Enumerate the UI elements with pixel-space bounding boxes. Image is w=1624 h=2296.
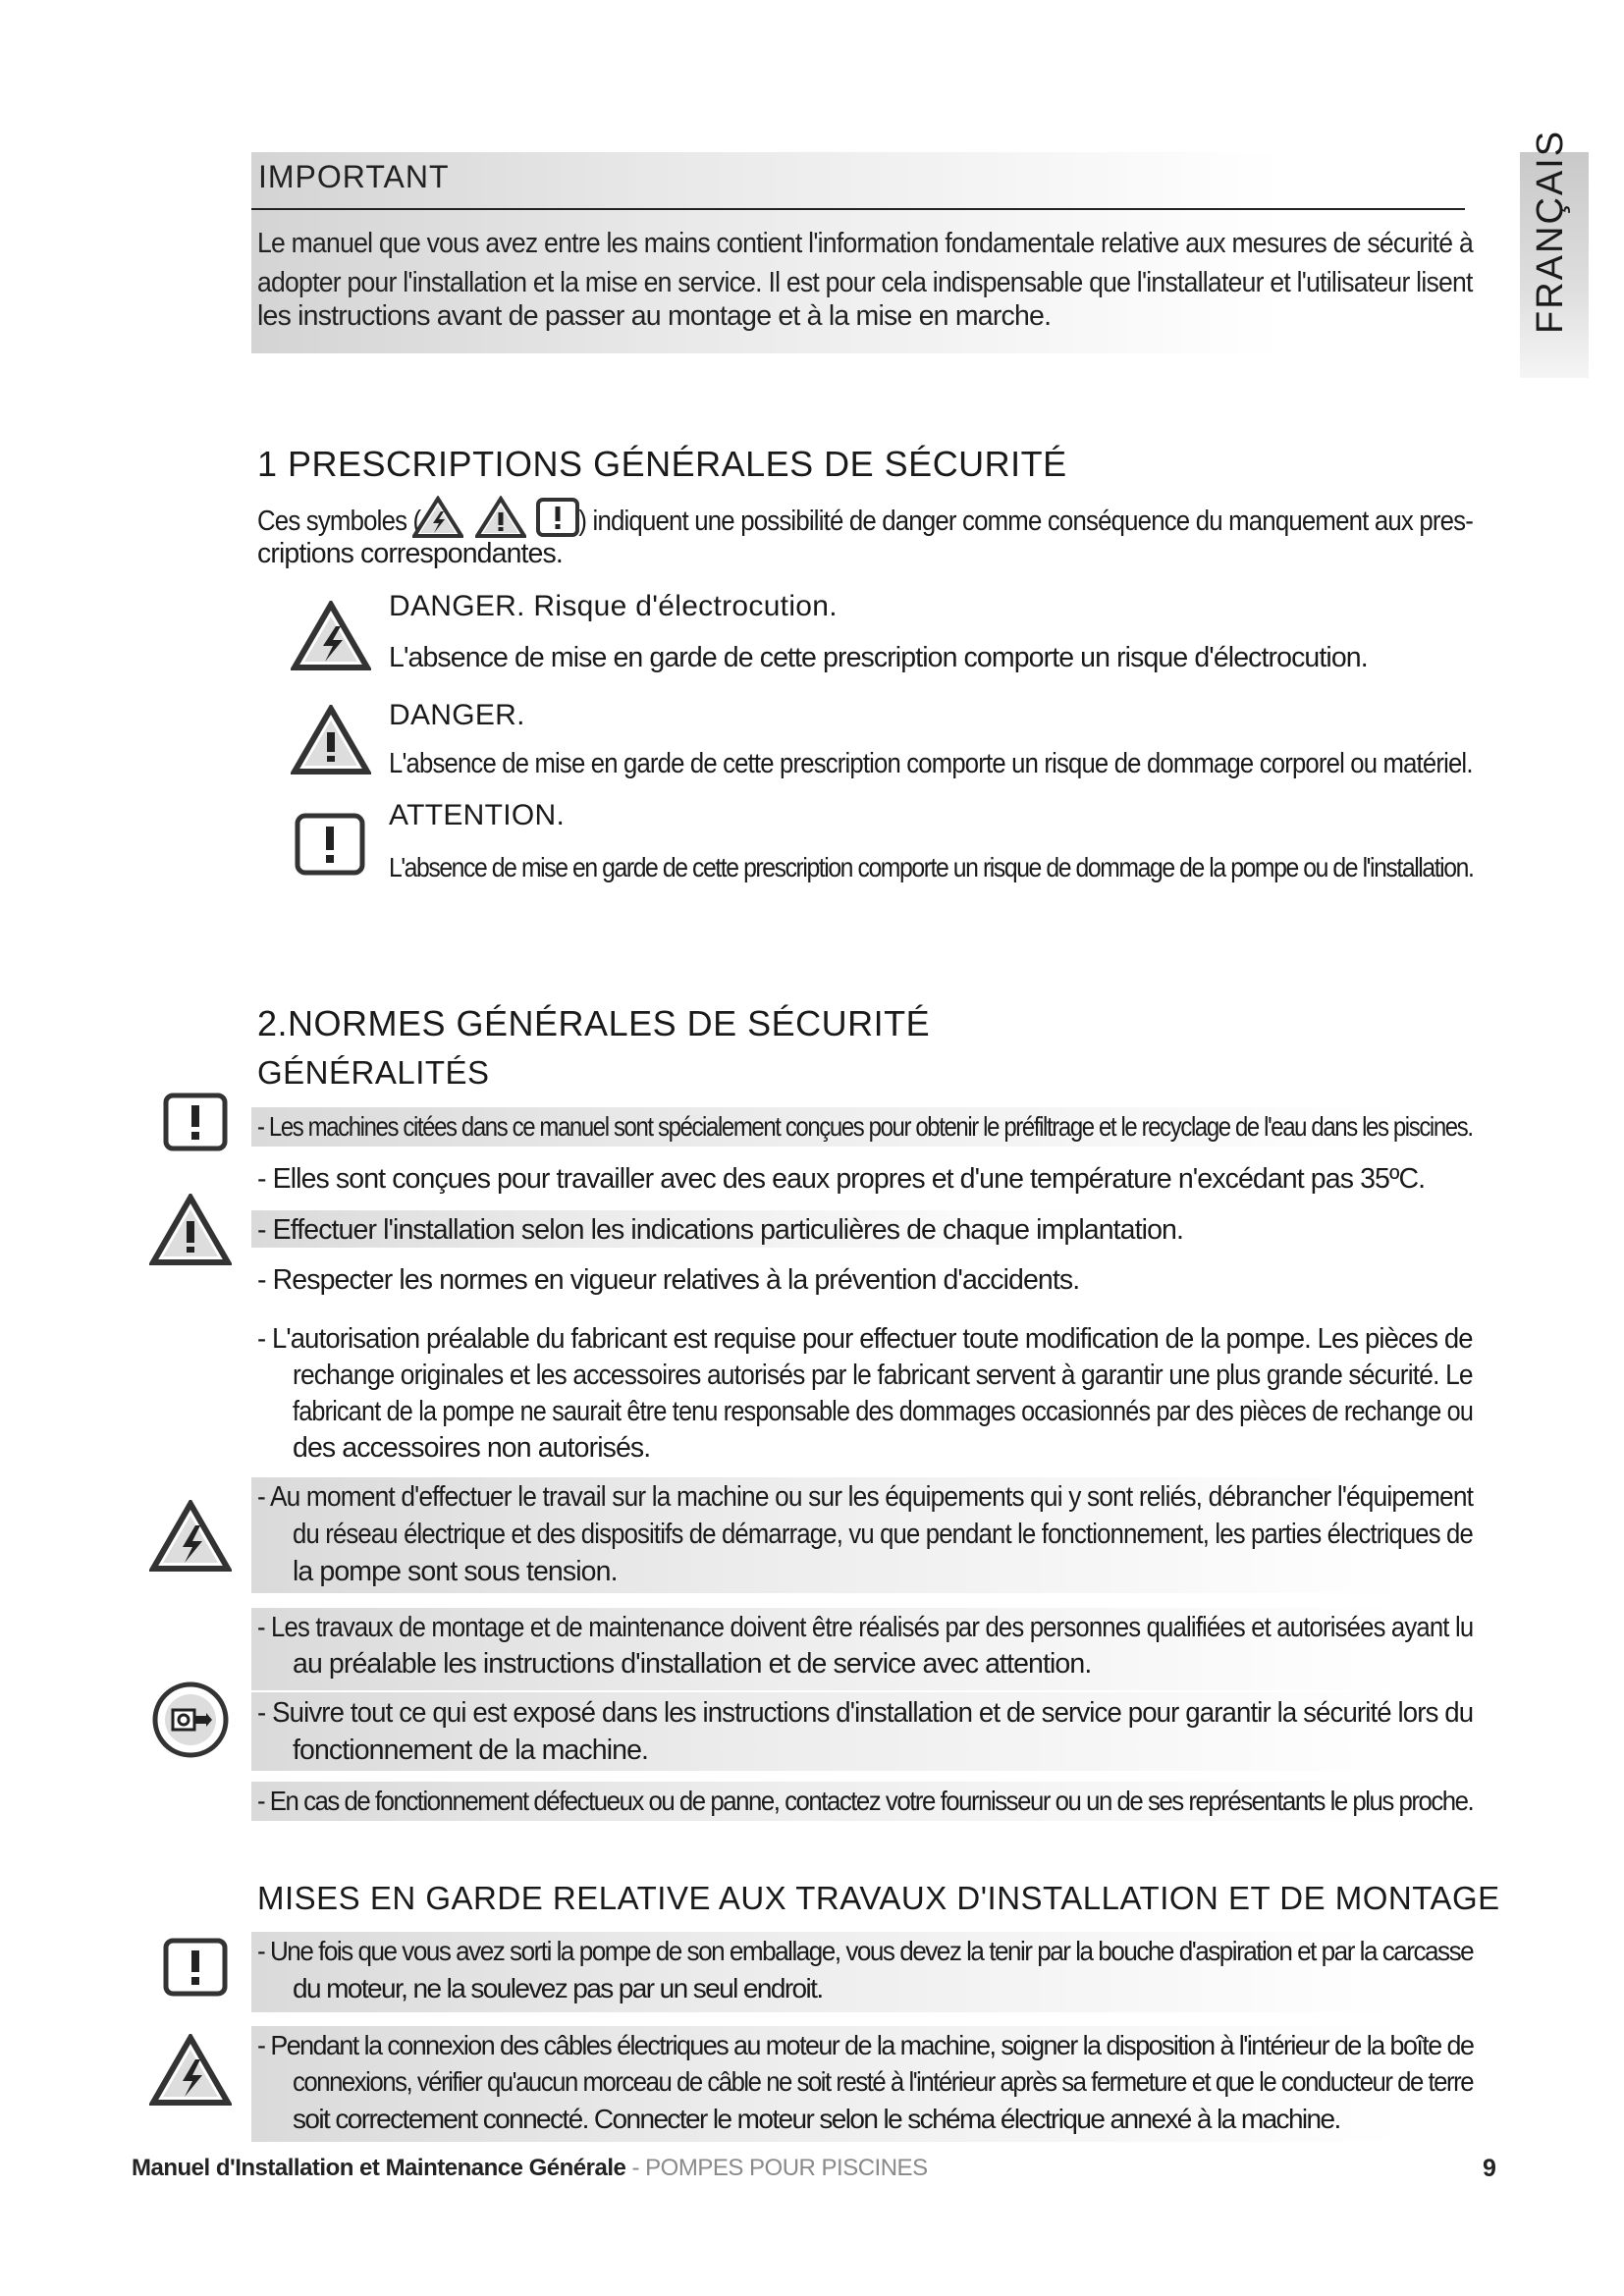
list-item: - Elles sont conçues pour travailler avec des eaux propres et d'une température n'excédant pas 35ºC. xyxy=(257,1163,1426,1195)
list-item-continuation: soit correctement connecté. Connecter le moteur selon le schéma électrique annexé à la machine. xyxy=(293,2104,1340,2134)
symbol-description: L'absence de mise en garde de cette prescription comporte un risque de dommage corporel ou matériel. xyxy=(389,748,1473,779)
section1-intro-line2: criptions correspondantes. xyxy=(257,538,563,569)
attention-icon xyxy=(295,813,365,876)
attention-icon xyxy=(163,1093,228,1151)
electric-hazard-icon xyxy=(149,2034,232,2107)
electric-hazard-icon xyxy=(412,496,463,539)
list-item-continuation: rechange originales et les accessoires autorisés par le fabricant servent à garantir une plus grande sécurité. Le xyxy=(293,1360,1473,1391)
footer-title: Manuel d'Installation et Maintenance Générale - POMPES POUR PISCINES xyxy=(132,2155,928,2181)
list-item: - Pendant la connexion des câbles électriques au moteur de la machine, soigner la disposition à l'intérieur de la boîte de xyxy=(257,2030,1474,2060)
symbol-description: L'absence de mise en garde de cette prescription comporte un risque d'électrocution. xyxy=(389,642,1368,673)
electric-hazard-icon xyxy=(291,601,371,671)
list-item: - L'autorisation préalable du fabricant est requise pour effectuer toute modification de la pompe. Les pièces de xyxy=(257,1323,1473,1355)
list-item-continuation: fabricant de la pompe ne saurait être tenu responsable des dommages occasionnés par des pièces de rechange ou xyxy=(293,1396,1474,1427)
language-tab-label: FRANÇAIS xyxy=(1530,129,1571,334)
important-text-line: Le manuel que vous avez entre les mains contient l'information fondamentale relative aux mesures de sécurité à xyxy=(257,228,1473,259)
symbol-title: DANGER. xyxy=(389,699,525,731)
list-item: - Une fois que vous avez sorti la pompe de son emballage, vous devez la tenir par la bouche d'aspiration et par la carcasse xyxy=(257,1936,1474,1966)
warning-icon xyxy=(291,705,371,775)
section3-title: MISES EN GARDE RELATIVE AUX TRAVAUX D'INSTALLATION ET DE MONTAGE xyxy=(257,1880,1500,1916)
list-item: - Effectuer l'installation selon les indications particulières de chaque implantation. xyxy=(257,1214,1184,1246)
list-item-continuation: au préalable les instructions d'installation et de service avec attention. xyxy=(293,1648,1092,1680)
list-item: - Les travaux de montage et de maintenance doivent être réalisés par des personnes qualifiées et autorisées ayant lu xyxy=(257,1612,1474,1643)
important-text-line: adopter pour l'installation et la mise en service. Il est pour cela indispensable que l'installateur et l'utilisateur lisent xyxy=(257,267,1473,298)
symbol-description: L'absence de mise en garde de cette prescription comporte un risque de dommage de la pompe ou de l'installation. xyxy=(389,852,1474,882)
section1-intro: Ces symboles ( ) indiquent une possibilité de danger comme conséquence du manquement aux pres- xyxy=(257,506,1474,537)
list-item-continuation: connexions, vérifier qu'aucun morceau de câble ne soit resté à l'intérieur après sa fermeture et que le conducteur de terre xyxy=(293,2066,1474,2097)
symbol-title: ATTENTION. xyxy=(389,799,566,831)
list-item: - En cas de fonctionnement défectueux ou de panne, contactez votre fournisseur ou un de ses représentants le plus proche. xyxy=(257,1786,1474,1816)
important-title: IMPORTANT xyxy=(258,159,450,194)
list-item-continuation: du réseau électrique et des dispositifs de démarrage, vu que pendant le fonctionnement, les parties électriques de xyxy=(293,1519,1473,1550)
list-item: - Les machines citées dans ce manuel sont spécialement conçues pour obtenir le préfiltrage et le recyclage de l'eau dans les piscines. xyxy=(257,1111,1473,1142)
section2-title: 2.NORMES GÉNÉRALES DE SÉCURITÉ xyxy=(257,1003,931,1043)
warning-icon xyxy=(475,496,526,539)
section1-title: 1 PRESCRIPTIONS GÉNÉRALES DE SÉCURITÉ xyxy=(257,444,1067,484)
read-manual-icon xyxy=(151,1681,230,1759)
list-item-continuation: des accessoires non autorisés. xyxy=(293,1432,651,1464)
list-item: - Respecter les normes en vigueur relatives à la prévention d'accidents. xyxy=(257,1264,1080,1296)
page-number: 9 xyxy=(1483,2155,1496,2182)
list-item: - Au moment d'effectuer le travail sur la machine ou sur les équipements qui y sont reliés, débrancher l'équipement xyxy=(257,1481,1474,1513)
attention-icon xyxy=(163,1938,228,1997)
list-item-continuation: la pompe sont sous tension. xyxy=(293,1556,618,1587)
symbol-title: DANGER. Risque d'électrocution. xyxy=(389,590,838,622)
electric-hazard-icon xyxy=(149,1500,232,1573)
important-text-line: les instructions avant de passer au montage et à la mise en marche. xyxy=(257,300,1052,332)
list-item: - Suivre tout ce qui est exposé dans les instructions d'installation et de service pour garantir la sécurité lors du xyxy=(257,1697,1474,1729)
attention-icon xyxy=(536,498,579,537)
important-divider xyxy=(251,208,1465,210)
list-item-continuation: du moteur, ne la soulevez pas par un seul endroit. xyxy=(293,1973,823,2003)
warning-icon xyxy=(149,1194,232,1266)
list-item-continuation: fonctionnement de la machine. xyxy=(293,1735,649,1766)
section2-subtitle: GÉNÉRALITÉS xyxy=(257,1054,490,1091)
